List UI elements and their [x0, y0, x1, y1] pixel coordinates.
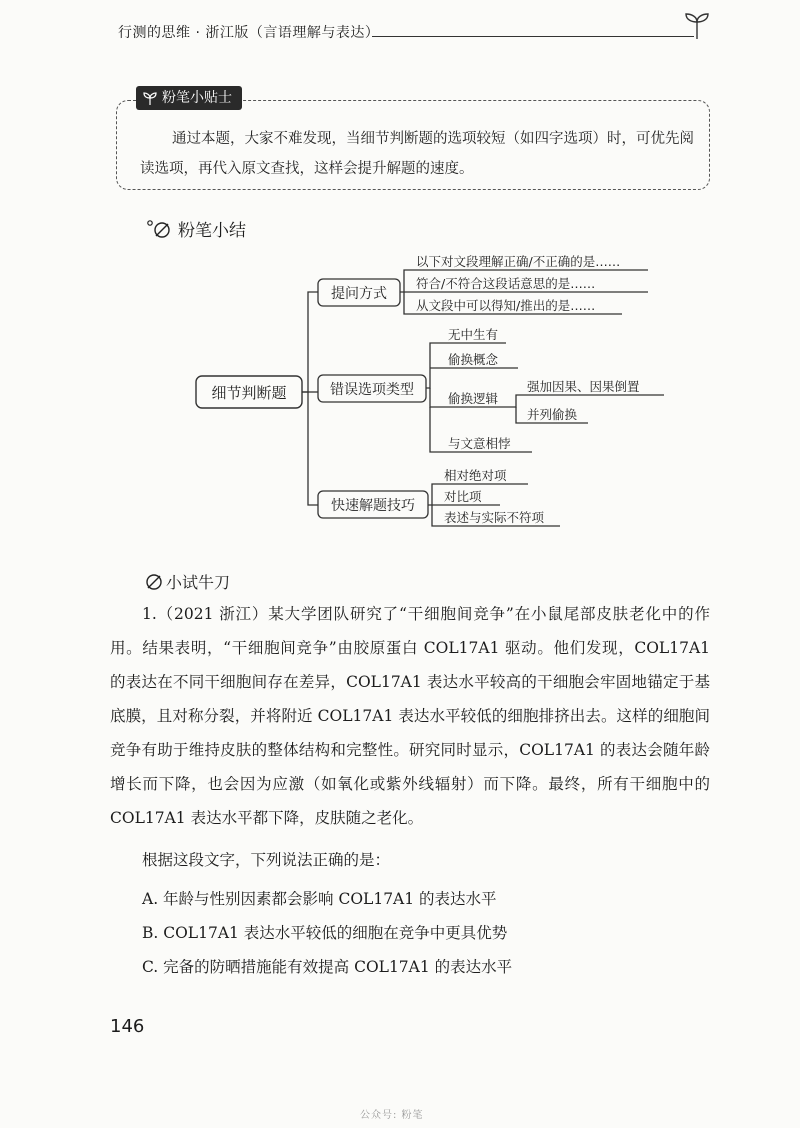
- page-number: 146: [110, 1016, 145, 1037]
- tip-text: 通过本题，大家不难发现，当细节判断题的选项较短（如四字选项）时，可优先阅读选项，再代入原文查找，这样会提升解题的速度。: [140, 131, 694, 177]
- practice-heading: [144, 570, 230, 593]
- leaf-label: 以下对文段理解正确/不正确的是……: [416, 254, 621, 269]
- sub-leaf-label: 强加因果、因果倒置: [527, 379, 640, 394]
- leaf-label: 与文意相悖: [448, 436, 511, 451]
- leaf-label: 从文段中可以得知/推出的是……: [416, 298, 596, 313]
- leaf-label: 无中生有: [448, 327, 499, 342]
- running-header-title: 行测的思维 · 浙江版（言语理解与表达）: [118, 25, 380, 41]
- branch-label-question-style: 提问方式: [331, 286, 387, 302]
- question-prompt: 根据这段文字，下列说法正确的是：: [142, 851, 391, 869]
- tip-label-text: 粉笔小贴士: [162, 90, 232, 106]
- branch-label-quick-solving-tips: 快速解题技巧: [331, 498, 415, 514]
- option-c: C. 完备的防晒措施能有效提高 COL17A1 的表达水平: [142, 958, 513, 976]
- leaf-label: 对比项: [444, 489, 482, 504]
- pencil-circle-icon: [144, 572, 164, 592]
- question-stem: 1.（2021 浙江）某大学团队研究了“干细胞间竞争”在小鼠尾部皮肤老化中的作用。结果表明，“干细胞间竞争”由胶原蛋白 COL17A1 驱动。他们发现，COL17A1 的表达在不同干细胞间存在差异，COL17A1 表达水平较高的干细胞会牢固地锚定于基底膜，且对称分裂，并将附近 COL17A1 表达水平较低的细胞排挤出去。这样的细胞间竞争有助于维持皮肤的整体结构和完整性。研究同时显示，COL17A1 的表达会随年龄增长而下降，也会因为应激（如氧化或紫外线辐射）而下降。最终，所有干细胞中的 COL17A1 表达水平都下降，皮肤随之老化。: [110, 605, 710, 827]
- option-a: A. 年龄与性别因素都会影响 COL17A1 的表达水平: [142, 890, 497, 908]
- connector-line: [308, 392, 318, 505]
- practice-heading-text: 小试牛刀: [166, 573, 231, 592]
- connector-line: [512, 395, 664, 407]
- leaf-label: 相对绝对项: [444, 468, 507, 483]
- mind-map: [0, 0, 800, 560]
- leaf-label: 符合/不符合这段话意思的是……: [416, 276, 596, 291]
- sub-leaf-label: 并列偷换: [527, 407, 578, 422]
- branch-label-wrong-option-types: 错误选项类型: [330, 382, 414, 398]
- root-node-label: 细节判断题: [211, 384, 287, 402]
- leaf-label: 偷换概念: [448, 352, 499, 367]
- leaf-label: 偷换逻辑: [448, 391, 499, 406]
- footer-watermark: 公众号: 粉笔: [360, 1110, 424, 1121]
- summary-heading-text: 粉笔小结: [178, 221, 246, 241]
- leaf-label: 表述与实际不符项: [444, 510, 545, 525]
- connector-line: [302, 292, 318, 392]
- option-b: B. COL17A1 表达水平较低的细胞在竞争中更具优势: [142, 924, 508, 942]
